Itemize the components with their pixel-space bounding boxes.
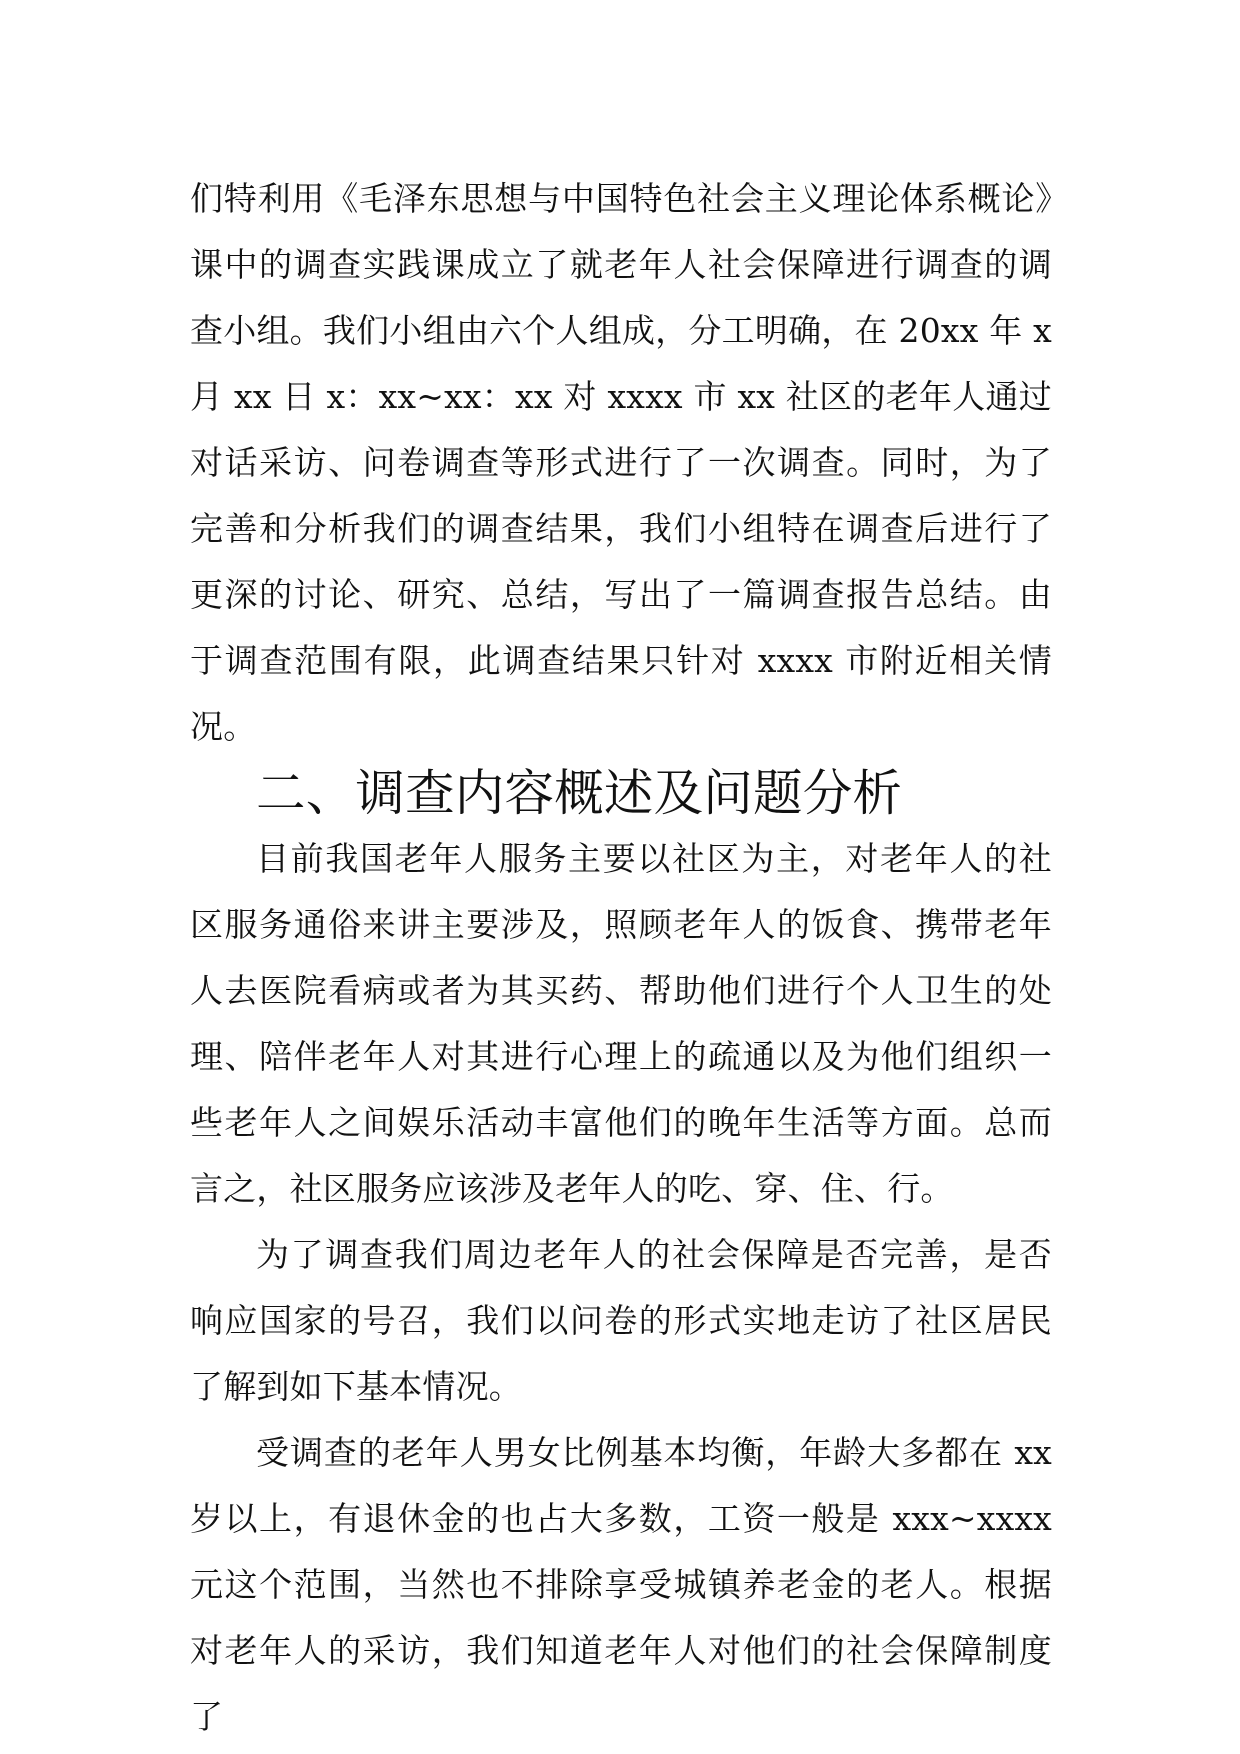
document-body bbox=[190, 166, 1052, 1750]
section-heading: 二、调查内容概述及问题分析 bbox=[256, 764, 903, 822]
paragraph-survey-findings: 受调查的老年人男女比例基本均衡，年龄大多都在 xx 岁以上，有退休金的也占大多数，工资一般是 xxx~xxxx 元这个范围，当然也不排除享受城镇养老金的老人。根据对老年人的采访，我们知道老年人对他们的社会保障制度了 bbox=[190, 1433, 1052, 1736]
paragraph-community-services: 目前我国老年人服务主要以社区为主，对老年人的社区服务通俗来讲主要涉及，照顾老年人的饭食、携带老年人去医院看病或者为其买药、帮助他们进行个人卫生的处理、陪伴老年人对其进行心理上的疏通以及为他们组织一些老年人之间娱乐活动丰富他们的晚年生活等方面。总而言之，社区服务应该涉及老年人的吃、穿、住、行。 bbox=[190, 839, 1052, 1208]
paragraph-survey-purpose: 为了调查我们周边老年人的社会保障是否完善，是否响应国家的号召，我们以问卷的形式实地走访了社区居民了解到如下基本情况。 bbox=[190, 1235, 1052, 1406]
paragraph-continuation: 们特利用《毛泽东思想与中国特色社会主义理论体系概论》课中的调查实践课成立了就老年人社会保障进行调查的调查小组。我们小组由六个人组成，分工明确，在 20xx 年 x 月 xx 日 x：xx~xx：xx 对 xxxx 市 xx 社区的老年人通过对话采访、问卷调查等形式进行了一次调查。同时，为了完善和分析我们的调查结果，我们小组特在调查后进行了更深的讨论、研究、总结，写出了一篇调查报告总结。由于调查范围有限，此调查结果只针对 xxxx 市附近相关情况。 bbox=[190, 179, 1052, 746]
